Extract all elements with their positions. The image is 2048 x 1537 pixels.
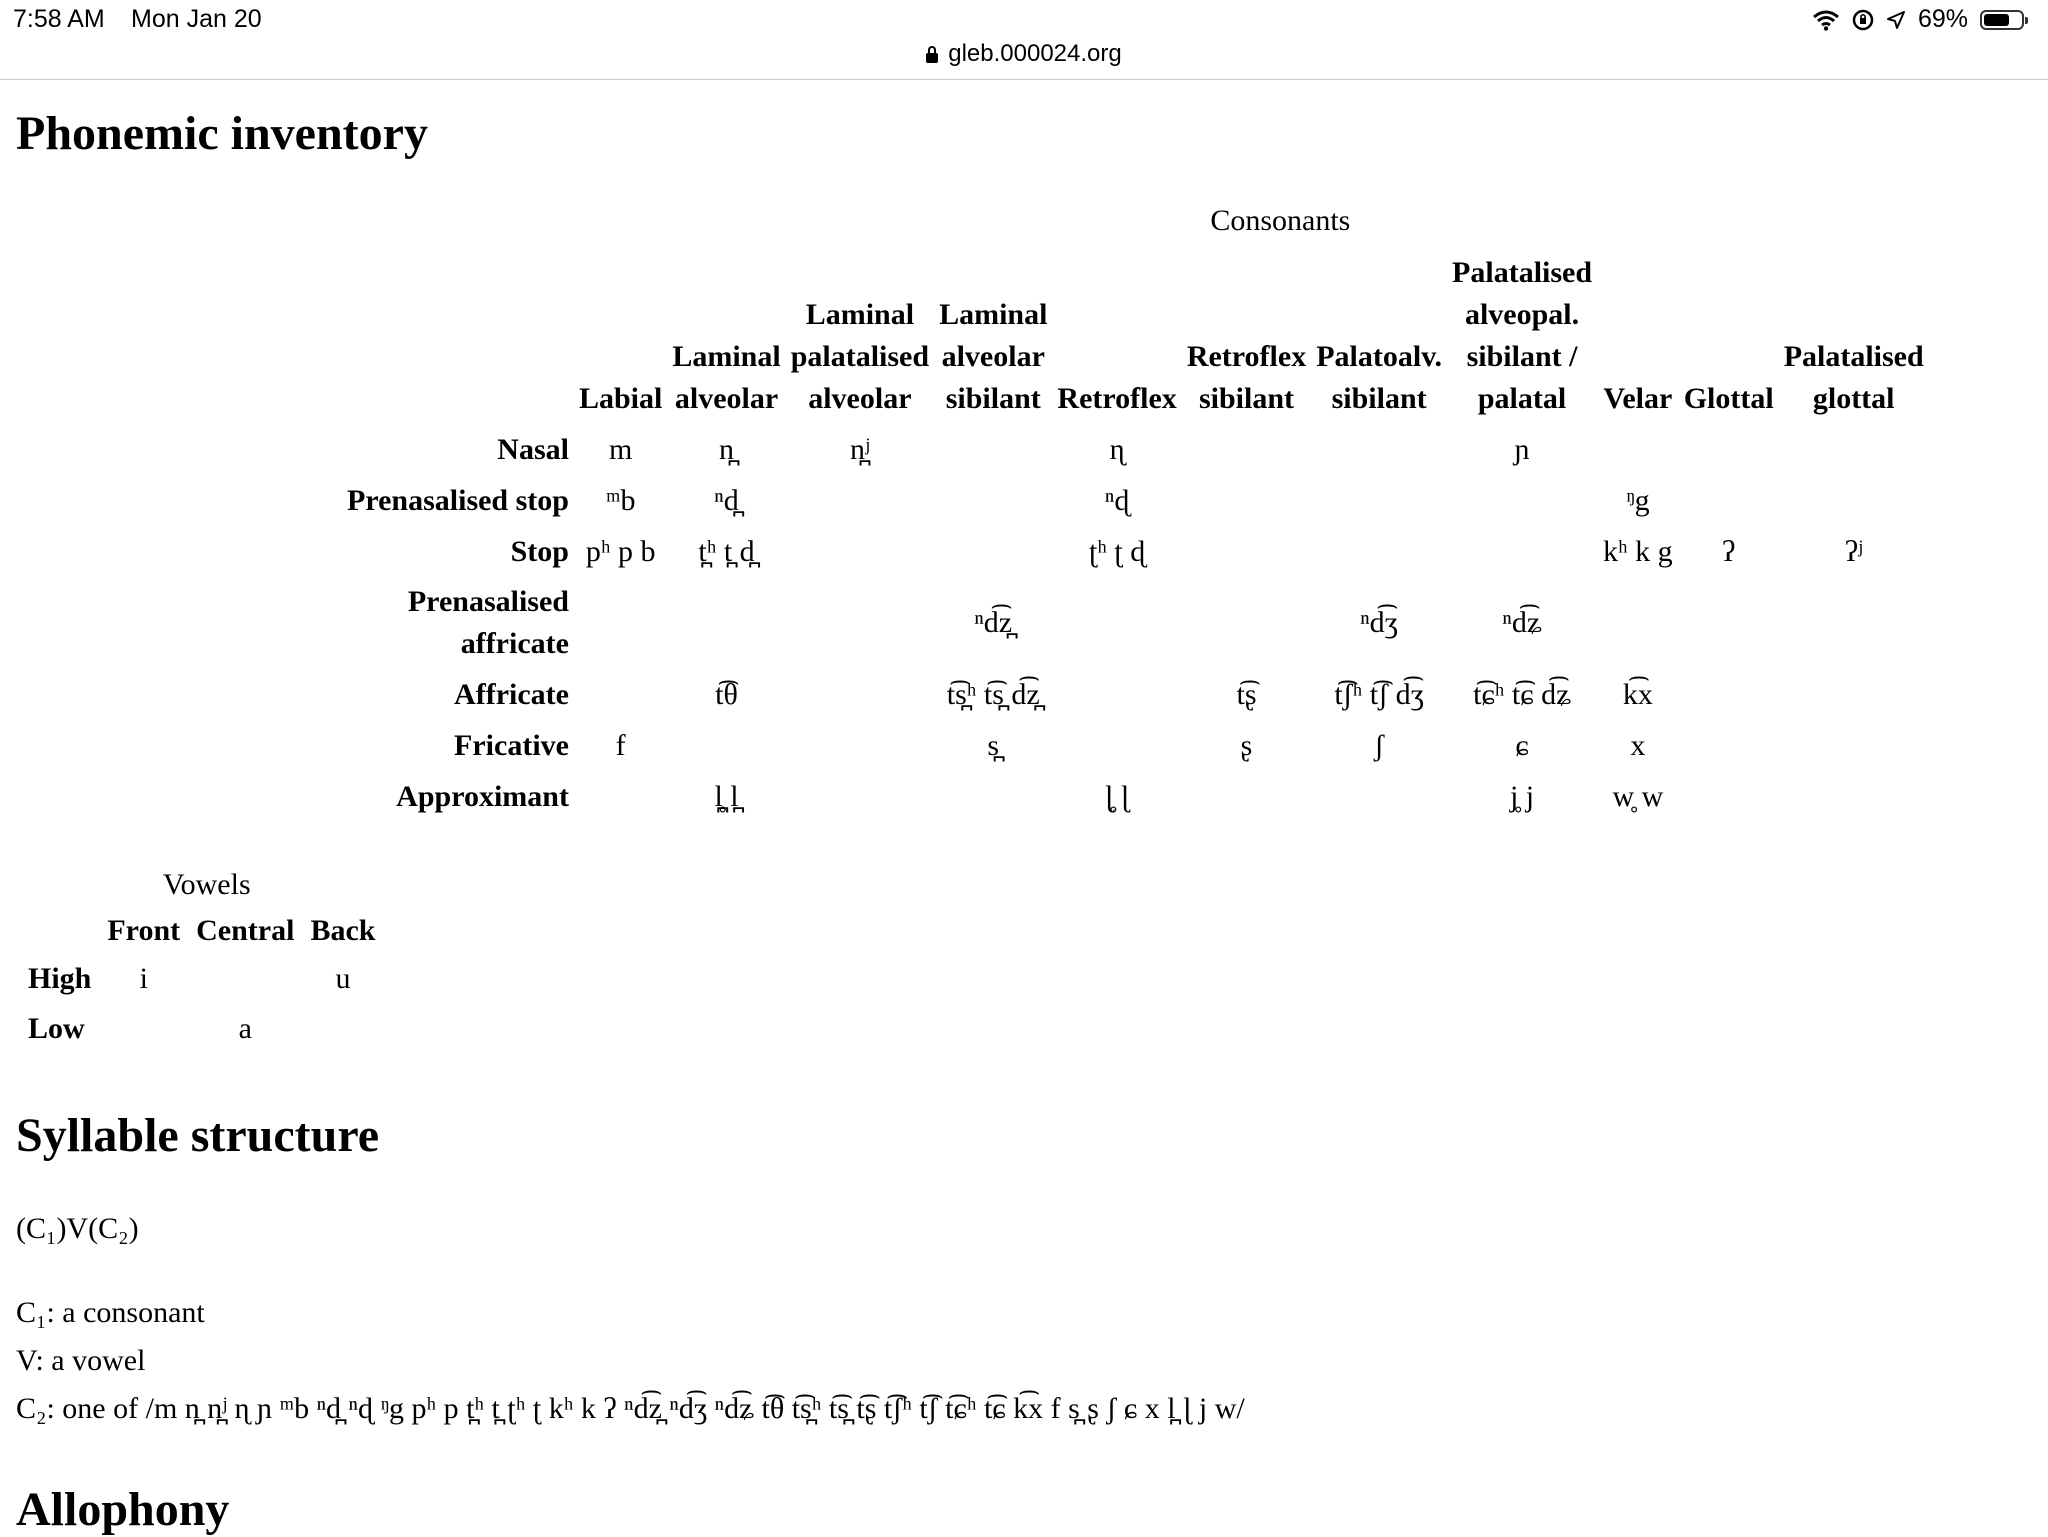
- phoneme-cell: [786, 771, 934, 822]
- phoneme-cell: [574, 669, 667, 720]
- vowel-cell: [99, 1004, 188, 1054]
- row-header-line: Prenasalised: [407, 585, 569, 618]
- phoneme-cell: [934, 475, 1052, 526]
- phoneme-cell: ⁿɖ: [1104, 483, 1130, 517]
- phoneme-cell: pʰ p b: [585, 534, 656, 568]
- phoneme-cell: t͡ʂ: [1236, 677, 1257, 711]
- battery-percent: 69%: [1917, 5, 1968, 33]
- phoneme-cell: w̥ w: [1612, 779, 1664, 813]
- phoneme-cell: [667, 720, 785, 771]
- phoneme-cell: [934, 526, 1052, 577]
- address-bar[interactable]: [0, 38, 2048, 80]
- phoneme-cell: [1679, 771, 1779, 822]
- phoneme-cell: [1779, 669, 1929, 720]
- consonant-row: [342, 475, 1929, 526]
- phoneme-cell: [1052, 720, 1181, 771]
- phoneme-cell: ɕ: [1515, 728, 1529, 762]
- phoneme-cell: t̪ʰ t̪ d̪: [698, 534, 755, 568]
- col-header: Laminal alveolar: [672, 340, 781, 415]
- status-time: 7:58 AM: [13, 5, 105, 33]
- phoneme-cell: ʂ: [1240, 728, 1253, 762]
- phoneme-cell: ⁿd͡ʑ: [1502, 606, 1542, 639]
- phoneme-cell: ʔʲ: [1844, 534, 1863, 568]
- vowel-cell: [302, 1004, 383, 1054]
- vowel-row: [20, 1004, 383, 1054]
- phoneme-cell: [1311, 771, 1447, 822]
- corner-cell: [342, 248, 574, 424]
- status-date: Mon Jan 20: [131, 5, 262, 33]
- phoneme-cell: ɭ̥ ɭ: [1105, 779, 1130, 813]
- vowel-cell: a: [238, 1012, 252, 1045]
- phoneme-cell: [1779, 771, 1929, 822]
- c1-definition: C₁: a consonant: [16, 1296, 205, 1329]
- consonant-row: [342, 424, 1929, 475]
- col-header: Retroflex: [1057, 382, 1177, 415]
- col-header: Palatalised glottal: [1783, 340, 1924, 415]
- phoneme-cell: [667, 577, 785, 669]
- phoneme-cell: [1679, 424, 1779, 475]
- phoneme-cell: [786, 720, 934, 771]
- phoneme-cell: [1679, 475, 1779, 526]
- phoneme-cell: l̪̥ l̪: [714, 779, 739, 813]
- phoneme-cell: ⁿd͡z̪: [974, 606, 1013, 639]
- orientation-lock-icon: [1852, 9, 1874, 31]
- syllable-formula: (C₁)V(C₂): [16, 1212, 139, 1245]
- wifi-icon: [1812, 9, 1840, 31]
- consonant-row: [342, 720, 1929, 771]
- phoneme-cell: [786, 669, 934, 720]
- phoneme-cell: t͡s̪ʰ t͡s̪ d͡z̪: [946, 677, 1040, 711]
- consonant-row: [342, 577, 1929, 669]
- phoneme-cell: [1447, 526, 1597, 577]
- phoneme-cell: [1182, 577, 1311, 669]
- row-header: Prenasalised stop: [347, 483, 569, 517]
- phoneme-cell: [1679, 720, 1779, 771]
- phoneme-cell: ɳ: [1109, 432, 1125, 466]
- phoneme-cell: [1679, 577, 1779, 669]
- consonants-header-row: [342, 248, 1929, 424]
- row-header: Affricate: [454, 677, 569, 711]
- phoneme-cell: kʰ k g: [1603, 534, 1673, 568]
- vowel-row: [20, 954, 383, 1004]
- status-icons: [1812, 5, 2024, 34]
- row-header: Fricative: [454, 728, 569, 762]
- phoneme-cell: ⁿd͡ʒ: [1360, 606, 1398, 639]
- col-header: Palatalised alveopal. sibilant / palatal: [1452, 256, 1593, 415]
- phoneme-cell: [1779, 424, 1929, 475]
- phoneme-cell: x: [1630, 728, 1646, 762]
- phoneme-cell: ᵐb: [605, 483, 636, 517]
- phoneme-cell: [1779, 475, 1929, 526]
- c2-definition: C₂: one of /m n̪ n̪ʲ ɳ ɲ ᵐb ⁿd̪ ⁿɖ ᵑg pʰ p t̪ʰ t̪ ʈʰ ʈ kʰ k ʔ ⁿd͡z̪ ⁿd͡ʒ ⁿd͡ʑ t͡θ t͡s̪ʰ t͡s̪ t͡ʂ t͡ʃʰ t͡ʃ t͡ɕʰ t͡ɕ k͡x f s̪ ʂ ʃ ɕ x l̪ ɭ j w/: [16, 1392, 1245, 1425]
- phoneme-cell: [934, 424, 1052, 475]
- phoneme-cell: [574, 771, 667, 822]
- vowel-cell: [188, 954, 302, 1004]
- battery-level: [1984, 14, 2009, 26]
- phoneme-cell: m: [608, 432, 633, 466]
- consonant-row: [342, 526, 1929, 577]
- phoneme-cell: [1311, 424, 1447, 475]
- phoneme-cell: j̥ j: [1509, 779, 1535, 813]
- phoneme-cell: ʃ: [1374, 728, 1385, 762]
- phoneme-cell: [1052, 669, 1181, 720]
- vowels-caption: Vowels: [162, 868, 251, 901]
- phoneme-cell: [1447, 475, 1597, 526]
- phoneme-cell: k͡x: [1622, 677, 1653, 711]
- row-header: [342, 577, 574, 669]
- phoneme-cell: [1182, 526, 1311, 577]
- phoneme-cell: f: [615, 728, 626, 762]
- row-header: Approximant: [396, 779, 569, 813]
- phoneme-cell: [1182, 424, 1311, 475]
- consonants-body: [342, 424, 1929, 822]
- phoneme-cell: [1779, 720, 1929, 771]
- row-header-line: affricate: [460, 627, 569, 660]
- lock-icon: [926, 53, 938, 63]
- phoneme-cell: ᵑg: [1626, 483, 1650, 517]
- consonant-row: [342, 669, 1929, 720]
- phoneme-cell: [574, 577, 667, 669]
- col-header: Retroflex sibilant: [1186, 340, 1307, 415]
- phoneme-cell: n̪: [719, 432, 735, 466]
- status-bar: [0, 0, 2048, 40]
- phoneme-cell: [1779, 577, 1929, 669]
- corner-cell: [20, 908, 99, 954]
- col-header: Glottal: [1683, 382, 1774, 415]
- vowels-body: [20, 954, 383, 1054]
- col-header: Laminal alveolar sibilant: [939, 298, 1048, 415]
- vowel-cell: i: [139, 962, 148, 995]
- consonant-row: [342, 771, 1929, 822]
- row-header: Nasal: [497, 432, 569, 466]
- phoneme-cell: s̪: [987, 728, 1000, 762]
- heading-phonemic-inventory: Phonemic inventory: [16, 107, 428, 160]
- phoneme-cell: [786, 475, 934, 526]
- vowel-cell: u: [335, 962, 351, 995]
- phoneme-cell: [1679, 669, 1779, 720]
- heading-syllable-structure: Syllable structure: [16, 1109, 380, 1162]
- phoneme-cell: [1311, 526, 1447, 577]
- col-header: Front: [107, 914, 181, 947]
- phoneme-cell: [1182, 771, 1311, 822]
- col-header: Palatoalv. sibilant: [1316, 340, 1443, 415]
- phoneme-cell: [1311, 475, 1447, 526]
- phoneme-cell: [786, 577, 934, 669]
- phoneme-cell: [1052, 577, 1181, 669]
- vowels-table: [20, 868, 383, 1054]
- phoneme-cell: t͡ɕʰ t͡ɕ d͡ʑ: [1473, 677, 1571, 711]
- vowels-header-row: [20, 908, 383, 954]
- phoneme-cell: ʈʰ ʈ ɖ: [1088, 534, 1146, 568]
- consonants-caption: Consonants: [1210, 204, 1351, 237]
- phoneme-cell: [1182, 475, 1311, 526]
- row-header: High: [28, 962, 92, 995]
- phoneme-cell: ʔ: [1722, 534, 1736, 568]
- row-header: Stop: [510, 534, 569, 568]
- phoneme-cell: [1597, 424, 1679, 475]
- url-text: gleb.000024.org: [948, 40, 1122, 67]
- location-icon: [1886, 10, 1906, 30]
- phoneme-cell: ɲ: [1514, 432, 1530, 466]
- phoneme-cell: t͡θ: [715, 677, 738, 711]
- phoneme-cell: [1597, 577, 1679, 669]
- col-header: Velar: [1603, 382, 1673, 415]
- phoneme-cell: [934, 771, 1052, 822]
- heading-allophony: Allophony: [16, 1483, 230, 1536]
- col-header: Central: [196, 914, 295, 947]
- consonants-table: [342, 204, 1929, 822]
- col-header: Labial: [578, 382, 663, 415]
- phoneme-cell: ⁿd̪: [714, 483, 739, 517]
- phoneme-cell: [786, 526, 934, 577]
- row-header: Low: [28, 1012, 85, 1045]
- battery-icon: [1980, 10, 2024, 30]
- col-header: Laminal palatalised alveolar: [790, 298, 930, 415]
- phoneme-cell: n̪ʲ: [850, 432, 870, 466]
- col-header: Back: [310, 914, 376, 947]
- v-definition: V: a vowel: [16, 1344, 146, 1377]
- phoneme-cell: t͡ʃʰ t͡ʃ d͡ʒ: [1334, 677, 1424, 711]
